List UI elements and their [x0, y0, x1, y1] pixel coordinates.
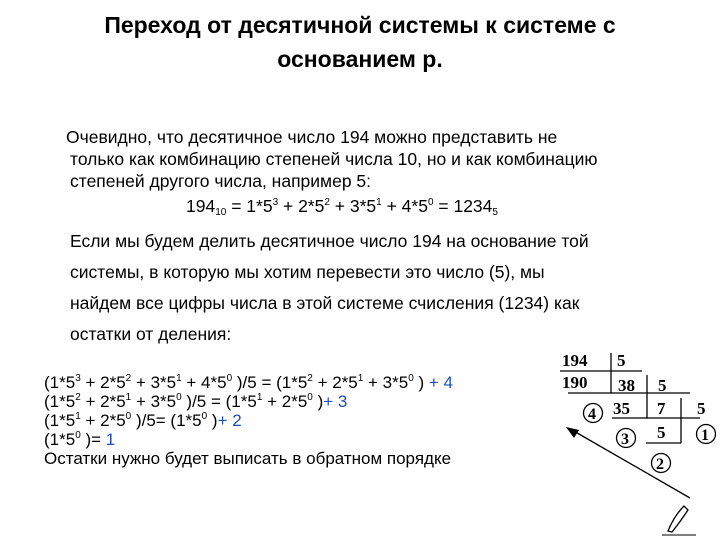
formula-result: = 1234 [433, 196, 493, 216]
intro-line-3: степеней другого числа, например 5: [70, 171, 372, 191]
formula-lhs-base: 10 [215, 207, 227, 218]
division-line-1: Если мы будем делить десятичное число 194 на основание той [70, 231, 589, 251]
intro-line-2: только как комбинацию степеней числа 10, но и как комбинацию [70, 149, 598, 169]
formula-term: + 3*5 [329, 196, 377, 216]
intro-line-1: Очевидно, что десятичное число 194 можно представить не [66, 127, 558, 147]
expansion-formula [186, 196, 498, 217]
division-steps [44, 373, 453, 468]
division-line-4: остатки от деления: [70, 324, 232, 344]
formula-exp: 0 [427, 197, 434, 208]
slide-title [0, 8, 720, 76]
remainder-4-digit: 4 [588, 406, 596, 423]
title-line-2: основанием р. [277, 46, 443, 72]
formula-exp: 1 [376, 197, 382, 208]
intro-paragraph [66, 126, 706, 192]
remainder-2: + 2 [217, 411, 242, 430]
divisor-5: 5 [617, 351, 626, 370]
reverse-order-note: Остатки нужно будет выписать в обратном порядке [44, 449, 452, 468]
division-paragraph [70, 226, 710, 350]
remainder-3-digit: 3 [621, 431, 629, 448]
pencil-icon [668, 506, 688, 532]
quotient-7: 7 [657, 399, 666, 418]
remainder-2-digit: 2 [656, 456, 664, 473]
remainder-1: 1 [105, 430, 116, 449]
formula-lhs: 194 [186, 196, 216, 216]
divisor-5: 5 [697, 399, 706, 418]
step-3: ($1*5^1 + 2*5^0$ )$/5= (1*5^0$ )+ 2 [44, 411, 242, 430]
formula-exp: 3 [272, 197, 279, 208]
formula-term: + 4*5 [381, 196, 428, 216]
formula-term: = 1*5 [226, 196, 273, 216]
quotient-38: 38 [618, 376, 635, 395]
long-division-figure [550, 346, 720, 540]
arrow-line [572, 430, 690, 498]
formula-exp: 2 [324, 197, 330, 208]
divisor-5: 5 [658, 376, 667, 395]
step-2: ($1*5^2 + 2*5^1 + 3*5^0$ )$/5 = (1*5^1 + 2*5^0$ )+ 3 [44, 392, 348, 411]
product-190: 190 [562, 373, 588, 392]
remainder-1-digit: 1 [701, 427, 709, 444]
division-line-3: найдем все цифры числа в этой системе счисления (1234) как [70, 293, 580, 313]
formula-rhs-base: 5 [492, 207, 498, 218]
title-line-1: Переход от десятичной системы к системе с [104, 12, 616, 38]
step-4: ($1*5^0$ )= 1 [44, 430, 116, 449]
product-35: 35 [613, 399, 630, 418]
division-line-2: системы, в которую мы хотим перевести это число (5), мы [70, 262, 545, 282]
formula-term: + 2*5 [278, 196, 325, 216]
dividend-194: 194 [562, 351, 588, 370]
arrow-head-icon [566, 427, 579, 438]
step-1: ($1*5^3 + 2*5^2 + 3*5^1 + 4*5^0$ )$/5 = (1*5^2 + 2*5^1 + 3*5^0$ ) + 4 [44, 373, 453, 392]
remainder-4: + 4 [428, 373, 453, 392]
remainder-3: + 3 [323, 392, 348, 411]
product-5: 5 [657, 423, 666, 442]
